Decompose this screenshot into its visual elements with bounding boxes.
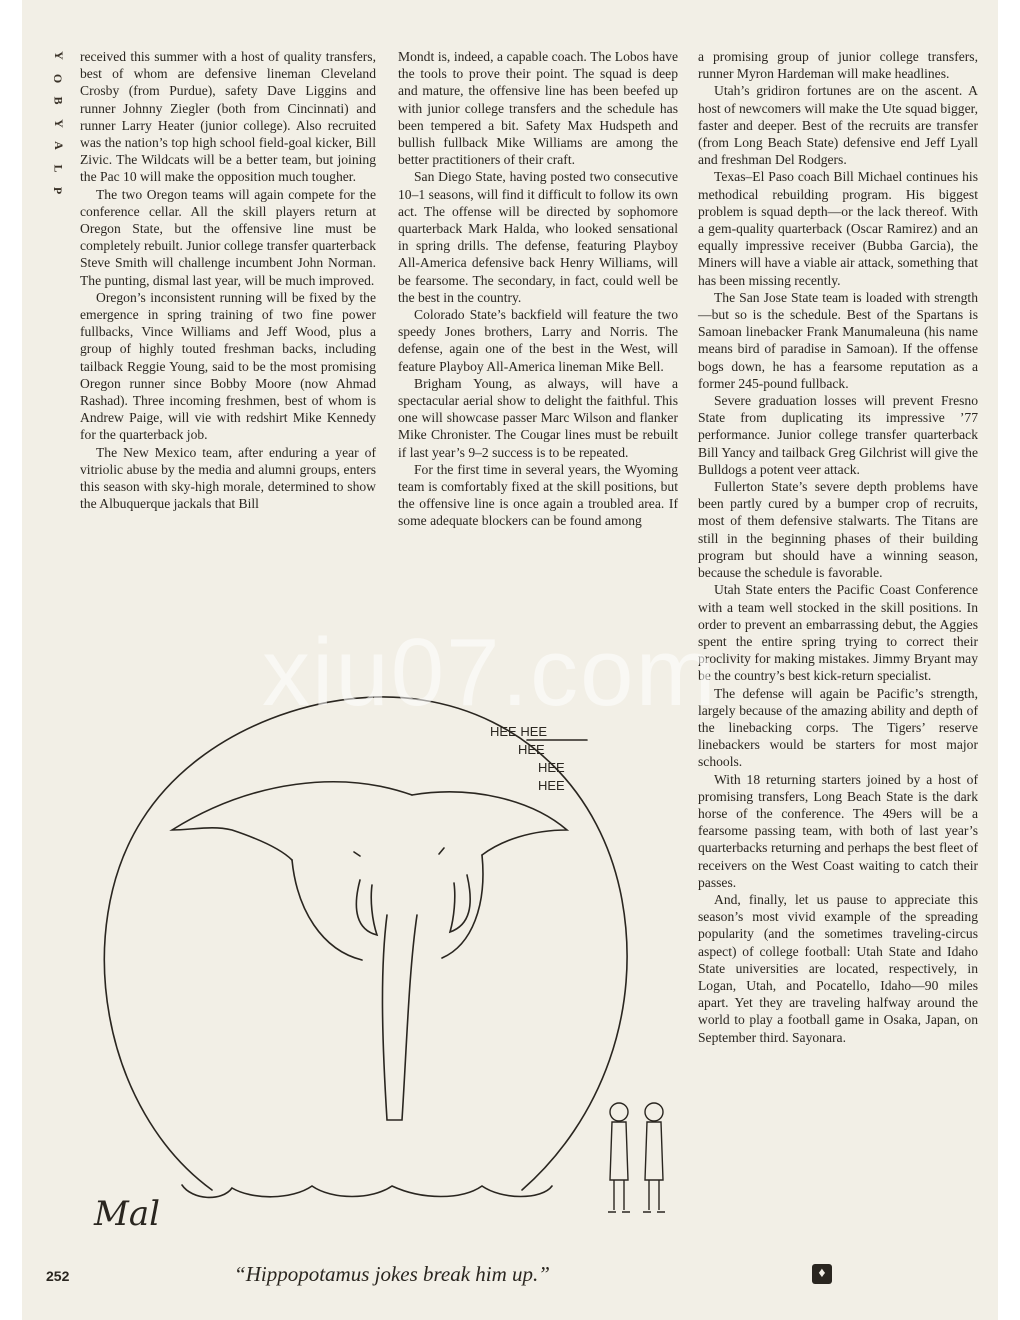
paragraph: San Diego State, having posted two consecutive 10–1 seasons, will find it difficult to follow its own act. The offense will be directed by sophomore quarterback Mark Halda, who looked sensational in spring drills. The defense, featuring Playboy All-America defensive back Henry Williams, will be fearsome. The secondary, in fact, could well be the best in the country. bbox=[398, 169, 678, 305]
paragraph: Utah’s gridiron fortunes are on the ascent. A host of newcomers will make the Ute squad bigger, faster and deeper. Best of the recruits are transfer (from Long Beach State) defensive end Jeff Lyall and freshman Del Rodgers. bbox=[698, 83, 978, 168]
elephant-feet bbox=[182, 1185, 552, 1197]
playboy-masthead bbox=[48, 48, 68, 198]
paragraph: And, finally, let us pause to appreciate this season’s most vivid example of the spreading popularity (and the sometimes traveling-circus aspect) of college football: Utah State and Idaho State universities are located, respectively, in Logan, Utah, and Pocatello, Idaho—90 miles apart. Yet they are traveling halfway around the world to play a football game in Osaka, Japan, on September third. Sayonara. bbox=[698, 891, 978, 1045]
elephant-cartoon bbox=[82, 680, 702, 1240]
masthead-letter: P bbox=[51, 186, 66, 195]
elephant-eye-left bbox=[354, 852, 360, 856]
paragraph: Fullerton State’s severe depth problems have been partly cured by a bumper crop of recruits, most of them defensive stalwarts. The Titans are still in the beginning phases of their building program but should have a winning season, because the schedule is favorable. bbox=[698, 479, 978, 581]
paragraph: The defense will again be Pacific’s strength, largely because of the amazing ability and depth of the linebacking corps. The Tigers’ reserve linebackers would be starters for most major schools. bbox=[698, 685, 978, 770]
laugh-text: HEE bbox=[518, 742, 545, 757]
paragraph: The New Mexico team, after enduring a year of vitriolic abuse by the media and alumni groups, enters this season with sky-high morale, determined to show the Albuquerque jackals that Bill bbox=[80, 444, 376, 512]
artist-signature: Mal bbox=[94, 1194, 160, 1234]
playboy-bunny-icon: ♦ bbox=[812, 1264, 832, 1284]
two-men-figures bbox=[608, 1103, 665, 1212]
cartoon-caption: “Hippopotamus jokes break him up.” bbox=[234, 1262, 550, 1286]
paragraph: Brigham Young, as always, will have a spectacular aerial show to delight the faithful. This one will showcase passer Marc Wilson and flanker Mike Chronister. The Cougar lines must be rebuilt if last year’s 9–2 success is to be repeated. bbox=[398, 375, 678, 460]
elephant-tusk-right bbox=[450, 875, 470, 932]
article-column-1 bbox=[80, 48, 376, 512]
elephant-ear-left bbox=[172, 782, 412, 860]
paragraph: Mondt is, indeed, a capable coach. The Lobos have the tools to prove their point. The squad is deep and mature, the offensive line has been beefed up with junior college transfers and the schedule has been tempered a bit. Safety Max Hudspeth and bullish fullback Mike Williams are among the better practitioners of their craft. bbox=[398, 49, 678, 168]
magazine-page bbox=[22, 0, 998, 1320]
masthead-letter: A bbox=[51, 141, 66, 150]
page-number: 252 bbox=[46, 1268, 70, 1284]
paragraph: Utah State enters the Pacific Coast Conference with a team well stocked in the skill positions. In order to prevent an embarrassing debut, the Aggies spent the entire spring trying to correct their proclivity for making mistakes. Jimmy Bryant may be the country’s best kick-return specialist. bbox=[698, 582, 978, 684]
article-column-3 bbox=[698, 48, 978, 1046]
elephant-trunk bbox=[382, 915, 417, 1120]
paragraph: The San Jose State team is loaded with strength—but so is the schedule. Best of the Spartans is Samoan linebacker Frank Manumaleuna (his name means bird of paradise in Samoan). If the offense bogs down, he has a fearsome reputation as a former 245-pound fullback. bbox=[698, 289, 978, 391]
paragraph: received this summer with a host of quality transfers, best of whom are defensive lineman Cleveland Crosby (from Purdue), safety Dave Liggins and runner Johnny Ziegler (both from Cincinnati) and runner Larry Heater (junior college). Also recruited was the nation’s top high school field-goal kicker, Bill Zivic. The Wildcats will be a better team, but joining the Pac 10 will make the opposition much tougher. bbox=[80, 49, 376, 185]
laugh-text: HEE bbox=[538, 778, 565, 793]
paragraph: a promising group of junior college transfers, runner Myron Hardeman will make headlines. bbox=[698, 49, 978, 82]
elephant-eye-right bbox=[439, 848, 444, 854]
paragraph: With 18 returning starters joined by a host of promising transfers, Long Beach State is the dark horse of the conference. The 49ers will be a fearsome passing team, with both of last year’s quarterbacks returning and perhaps the best fleet of receivers on the West Coast waiting to catch their passes. bbox=[698, 771, 978, 890]
laugh-text: HEE bbox=[538, 760, 565, 775]
masthead-letter: B bbox=[51, 96, 66, 105]
masthead-letter: O bbox=[51, 73, 66, 83]
watermark-text: xiu07.com bbox=[262, 619, 718, 726]
paragraph: The two Oregon teams will again compete for the conference cellar. All the skill players return at Oregon State, but the offensive line must be completely rebuilt. Junior college transfer quarterback Steve Smith will challenge incumbent John Norman. The punting, dismal last year, will be much improved. bbox=[80, 186, 376, 288]
paragraph: Colorado State’s backfield will feature the two speedy Jones brothers, Larry and Norris. The defense, again one of the best in the West, will feature Playboy All-America lineman Mike Bell. bbox=[398, 307, 678, 374]
article-column-2 bbox=[376, 48, 678, 530]
paragraph: For the first time in several years, the Wyoming team is comfortably fixed at the skill positions, but the offensive line is once again a troubled area. If some adequate blockers can be found among bbox=[398, 461, 678, 529]
elephant-tusk-left bbox=[356, 880, 377, 935]
masthead-letter: Y bbox=[51, 118, 66, 128]
laugh-text: HEE HEE bbox=[490, 724, 548, 739]
elephant-ear-right bbox=[412, 792, 567, 855]
paragraph: Texas–El Paso coach Bill Michael continues his methodical rebuilding program. His biggest problem is squad depth—or the lack thereof. With a gem-quality quarterback (Oscar Ramirez) and an equally impressive receiver (Bubba Garcia), the Miners will have a viable air attack, something that has been missing recently. bbox=[698, 169, 978, 288]
masthead-letter: Y bbox=[51, 51, 66, 60]
masthead-letter: L bbox=[51, 163, 66, 173]
paragraph: Severe graduation losses will prevent Fresno State from duplicating its impressive ’77 performance. Junior college transfer quarterback Bill Yancy and tailback Greg Gilchrist will give the Bulldogs a potent veer attack. bbox=[698, 393, 978, 477]
paragraph: Oregon’s inconsistent running will be fixed by the emergence in spring training of two fine power fullbacks, Vince Williams and Jeff Wood, plus a group of highly touted freshman backs, including tailback Reggie Young, said to be the most promising Oregon runner since Bobby Moore (now Ahmad Rashad). Three incoming freshmen, best of whom is Andrew Paige, will vie with redshirt Mike Kennedy for the quarterback job. bbox=[80, 289, 376, 443]
